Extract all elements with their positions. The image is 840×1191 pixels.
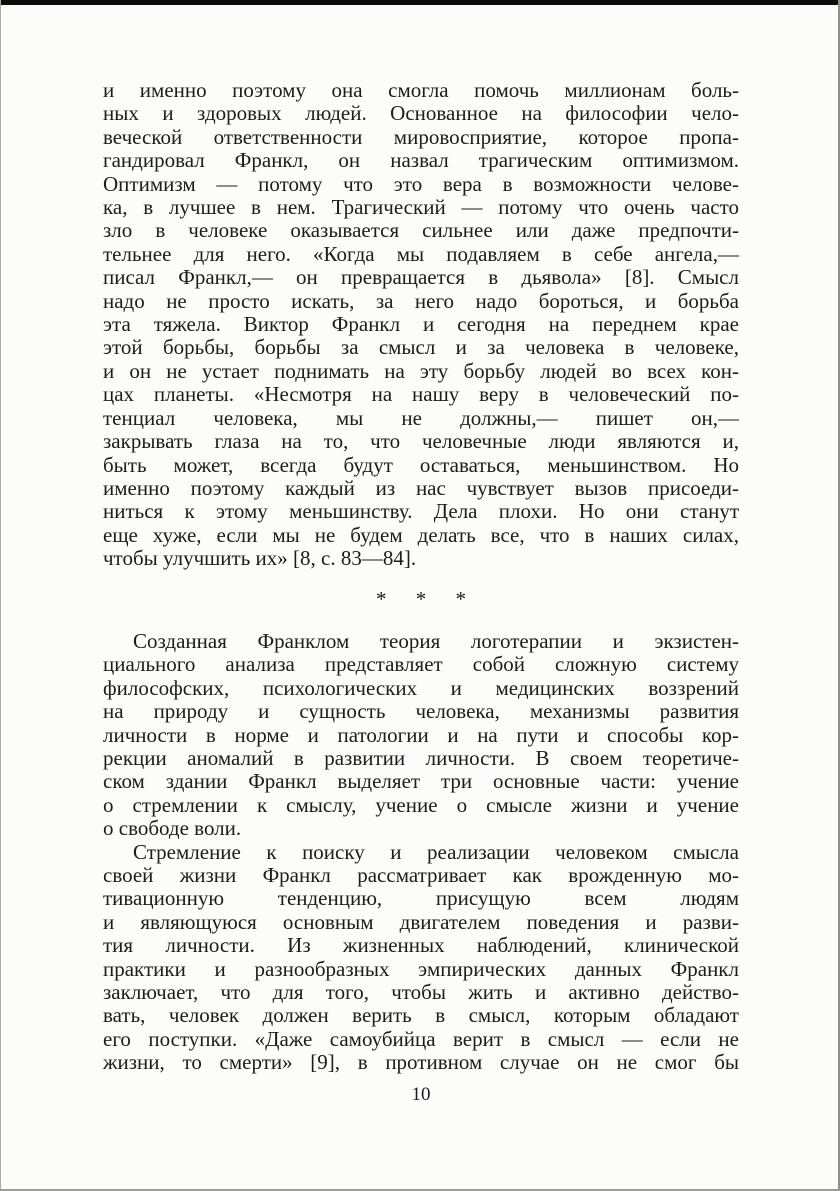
text-line: этой борьбы, борьбы за смысл и за человека в человеке,	[103, 335, 739, 360]
text-line: его поступки. «Даже самоубийца верит в смысл — если не	[103, 1026, 739, 1051]
text-line: на природу и сущность человека, механизмы развития	[103, 699, 739, 724]
page-text-block	[103, 79, 739, 1075]
text-line: жизни, то смерти» [9], в противном случае он не смог бы	[103, 1050, 739, 1075]
text-line: еще хуже, если мы не будем делать все, что в наших силах,	[103, 522, 739, 547]
scan-edge-top	[0, 0, 840, 5]
paragraph	[103, 79, 739, 571]
text-line: Оптимизм — потому что это вера в возможности челове-	[103, 171, 739, 196]
page-number: 10	[411, 1084, 431, 1105]
text-line: веческой ответственности мировосприятие, которое пропа-	[103, 124, 739, 149]
text-line: Созданная Франклом теория логотерапии и экзистен-	[133, 628, 739, 653]
text-line: вать, человек должен верить в смысл, которым обладают	[103, 1003, 739, 1028]
text-line: личности в норме и патологии и на пути и способы кор-	[103, 722, 739, 747]
scan-edge-left	[0, 0, 1, 1191]
text-line: и именно поэтому она смогла помочь миллионам боль-	[103, 78, 739, 102]
text-line: тия личности. Из жизненных наблюдений, клинической	[103, 933, 739, 958]
text-line: циального анализа представляет собой сложную систему	[103, 652, 739, 677]
text-line: писал Франкл,— он превращается в дьявола» [8]. Смысл	[103, 265, 739, 290]
text-line: тельнее для него. «Когда мы подавляем в себе ангела,—	[103, 241, 739, 266]
text-line: о стремлении к смыслу, учение о смысле жизни и учение	[103, 792, 739, 817]
text-line: и являющуюся основным двигателем поведения и разви-	[103, 909, 739, 934]
text-line: рекции аномалий в развитии личности. В своем теоретиче-	[103, 745, 739, 770]
text-line: о свободе воли.	[103, 816, 242, 841]
text-line: закрывать глаза на то, что человечные люди являются и,	[103, 429, 739, 454]
text-line: надо не просто искать, за него надо бороться, и борьба	[103, 288, 739, 313]
text-line: заключает, что для того, чтобы жить и активно действо-	[103, 980, 739, 1005]
text-line: тенциал человека, мы не должны,— пишет он,—	[103, 405, 739, 430]
text-line: ниться к этому меньшинству. Дела плохи. Но они станут	[103, 499, 739, 524]
text-line: быть может, всегда будут оставаться, меньшинством. Но	[103, 452, 739, 477]
text-line: гандировал Франкл, он назвал трагическим оптимизмом.	[103, 148, 739, 173]
text-line: ка, в лучшее в нем. Трагический — потому что очень часто	[103, 195, 739, 220]
paragraph	[103, 841, 739, 1075]
text-line: практики и разнообразных эмпирических данных Франкл	[103, 956, 739, 981]
text-line: чтобы улучшить их» [8, с. 83—84].	[103, 546, 417, 571]
text-line: эта тяжела. Виктор Франкл и сегодня на переднем крае	[103, 312, 739, 337]
text-line: именно поэтому каждый из нас чувствует вызов присоеди-	[103, 475, 739, 500]
text-line: Стремление к поиску и реализации человеком смысла	[133, 839, 739, 864]
paragraph	[103, 630, 739, 841]
section-separator: * * *	[376, 586, 466, 611]
text-line: и он не устает поднимать на эту борьбу людей во всех кон-	[103, 358, 739, 383]
text-line: ных и здоровых людей. Основанное на философии чело-	[103, 101, 739, 126]
text-line: тивационную тенденцию, присущую всем людям	[103, 886, 739, 911]
text-line: зло в человеке оказывается сильнее или даже предпочти-	[103, 218, 739, 243]
text-line: цах планеты. «Несмотря на нашу веру в человеческий по-	[103, 382, 739, 407]
text-line: ском здании Франкл выделяет три основные части: учение	[103, 769, 739, 794]
text-line: своей жизни Франкл рассматривает как врожденную мо-	[103, 863, 739, 887]
text-line: философских, психологических и медицинских воззрений	[103, 675, 739, 700]
